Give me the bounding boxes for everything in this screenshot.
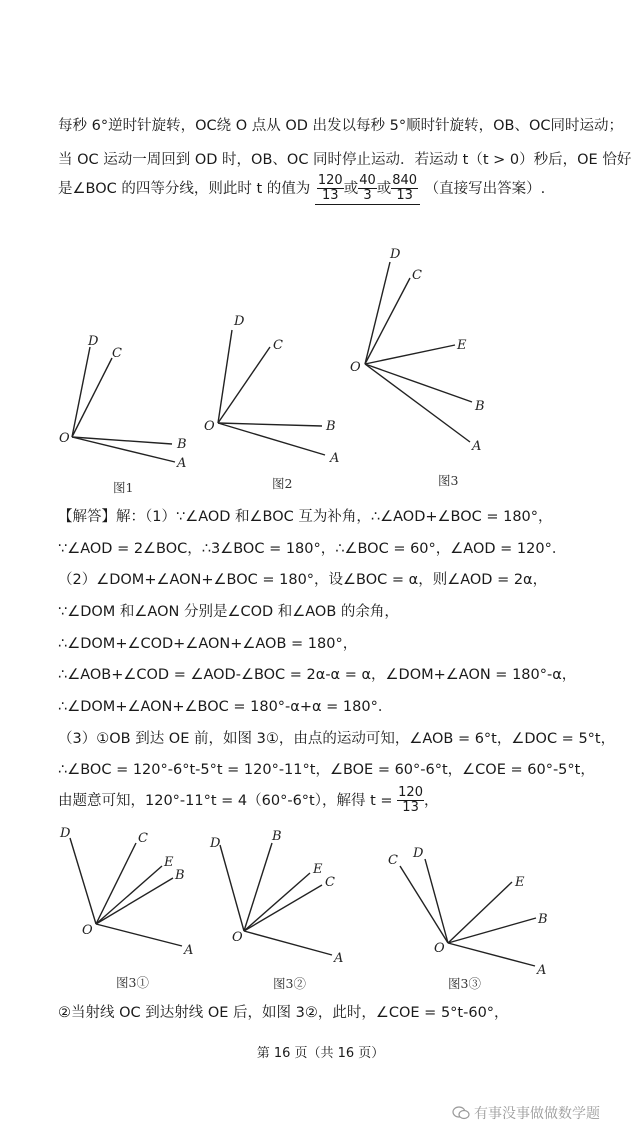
solution-line-5: ∴∠DOM+∠COD+∠AON+∠AOB = 180°， [58,636,358,652]
fig33-label-C: C [388,853,398,868]
top-figures [0,240,641,500]
fig33-label-B: B [538,912,548,927]
figure-1 [72,347,175,462]
solution-line-8: （3）①OB 到达 OE 前，如图 3①，由点的运动可知，∠AOB = 6°t，∠DOC = 5°t， [58,731,616,747]
fig33-caption: 图3③ [448,976,481,991]
solution-line-6: ∴∠AOB+∠COD = ∠AOD-∠BOC = 2α-α = α，∠DOM+∠AON = 180°-α， [58,667,577,683]
fig3-label-O: O [350,360,361,375]
solution-line-3: （2）∠DOM+∠AON+∠BOC = 180°，设∠BOC = α，则∠AOD = 2α， [58,572,548,588]
fig3-caption: 图3 [438,473,459,488]
fig1-label-B: B [177,437,187,452]
fig3-label-B: B [475,399,485,414]
fig31-label-D: D [60,826,71,841]
problem-line-2: 当 OC 运动一周回到 OD 时，OB、OC 同时停止运动．若运动 t（t > 0）秒后，OE 恰好 [58,152,632,168]
fig32-label-D: D [210,836,221,851]
fig33-label-D: D [413,846,424,861]
solution-line-7: ∴∠DOM+∠AON+∠BOC = 180°-α+α = 180°． [58,699,393,715]
page-footer: 第 16 页（共 16 页） [256,1046,385,1061]
fig1-label-O: O [59,431,70,446]
answer-fraction-2: $\frac{40}{3}$ [359,173,376,204]
fig32-label-O: O [232,930,243,945]
answer-fraction-3: $\frac{840}{13}$ [392,173,418,204]
bottom-figures [0,820,641,1000]
fig2-label-C: C [273,338,283,353]
figure-2 [218,330,325,455]
figure-3 [365,262,472,442]
fig31-label-E: E [164,855,174,870]
solution-line-1: 【解答】解：（1）∵∠AOD 和∠BOC 互为补角，∴∠AOD+∠BOC = 180°， [58,509,553,525]
solution-line-11: ②当射线 OC 到达射线 OE 后，如图 3②，此时，∠COE = 5°t-60°， [58,1005,509,1021]
fig1-label-D: D [88,334,99,349]
solution-line-4: ∵∠DOM 和∠AON 分别是∠COD 和∠AOB 的余角， [58,604,399,620]
answer-blank: $\frac{120}{13}$ 或 $\frac{40}{3}$ 或 $\frac{840}{13}$ [315,174,420,205]
answer-fraction-1: $\frac{120}{13}$ [317,173,343,204]
problem-line-3 [58,174,545,205]
fig32-label-C: C [325,875,335,890]
fig1-label-C: C [112,346,122,361]
fig2-label-B: B [326,419,336,434]
fig1-caption: 图1 [113,480,134,495]
fig32-label-B: B [272,829,282,844]
fig1-label-A: A [177,456,187,471]
problem-line-1: 每秒 6°逆时针旋转，OC绕 O 点从 OD 出发以每秒 5°顺时针旋转，OB、OC同时运动； [58,118,624,134]
fig31-caption: 图3① [116,975,149,990]
fig3-label-A: A [472,439,482,454]
fig31-label-O: O [82,923,93,938]
fig2-label-A: A [330,451,340,466]
watermark [452,1103,600,1123]
fig31-label-C: C [138,831,148,846]
fig2-caption: 图2 [272,476,293,491]
fig32-label-A: A [334,951,344,966]
wechat-icon [452,1106,470,1120]
fig33-label-A: A [537,963,547,978]
fig31-label-A: A [184,943,194,958]
fig3-label-C: C [412,268,422,283]
solution-line-9: ∴∠BOC = 120°-6°t-5°t = 120°-11°t，∠BOE = 60°-6°t，∠COE = 60°-5°t， [58,762,595,778]
fig2-label-O: O [204,419,215,434]
solution-line-2: ∵∠AOD = 2∠BOC，∴3∠BOC = 180°，∴∠BOC = 60°，∠AOD = 120°． [58,541,567,557]
watermark-text: 有事没事做做数学题 [474,1106,600,1122]
solution-fraction: $\frac{120}{13}$ [398,785,423,816]
fig33-label-O: O [434,941,445,956]
fig32-label-E: E [313,862,323,877]
fig33-label-E: E [515,875,525,890]
fig3-label-D: D [390,247,401,262]
fig31-label-B: B [175,868,185,883]
fig3-label-E: E [457,338,467,353]
fig2-label-D: D [234,314,245,329]
problem-line-3-tail: （直接写出答案）. [424,180,546,197]
solution-line-10: 由题意可知，120°-11°t = 4（60°-6°t），解得 t = $\frac{120}{13}$ ， [58,785,439,816]
fig32-caption: 图3② [273,976,306,991]
problem-line-3-text: 是∠BOC 的四等分线，则此时 t 的值为 [58,180,311,197]
